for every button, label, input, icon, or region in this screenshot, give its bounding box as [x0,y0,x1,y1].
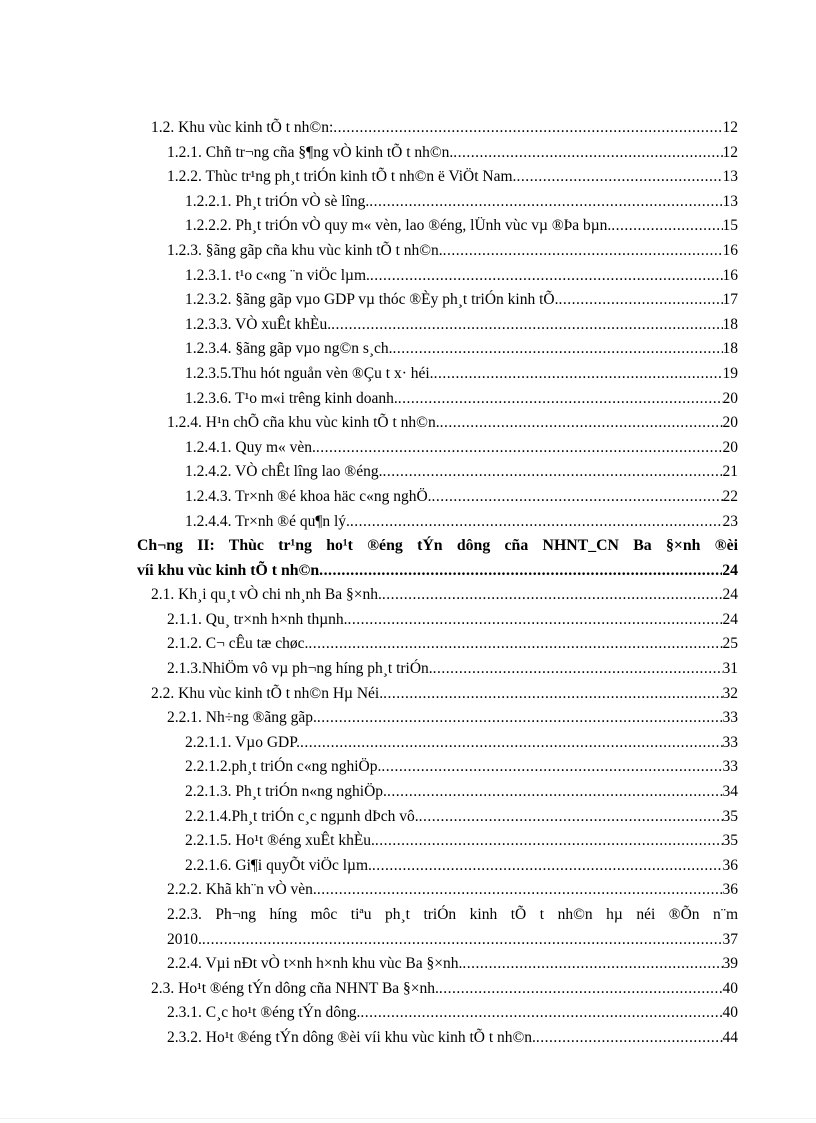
toc-page-number: 23 [722,512,738,530]
toc-entry [137,510,738,535]
toc-page-number: 16 [722,241,738,259]
toc-entry-title: 2.3. Ho¹t ®éng tÝn dông cña NHNT Ba §×nh. [151,979,439,997]
toc-entry [137,460,738,485]
toc-leader [462,952,722,977]
toc-entry [137,337,738,362]
toc-entry [137,116,738,141]
toc-leader [398,387,723,412]
toc-leader [433,657,723,682]
toc-entry-wrapped: 2.2.3. Ph¬ng híng môc tiªu ph¸t triÓn kinh tÕ t nh©n hµ néi ®Õn n¨m [167,906,738,923]
chapter-heading-continued [137,559,738,584]
toc-entry-title: 1.2. Khu vùc kinh tÕ t nh©n: [151,119,334,136]
toc-entry-title: 1.2.1. Chñ tr¬ng cña §¶ng vÒ kinh tÕ t nh©n. [167,143,454,161]
toc-leader [370,264,723,289]
toc-page-number: 16 [722,266,738,284]
toc-page-number: 31 [722,660,738,678]
toc-leader [440,411,723,436]
toc-page-number: 18 [722,315,738,333]
toc-leader [308,632,722,657]
toc-leader [300,731,722,756]
toc-leader [382,460,722,485]
toc-leader [360,1001,722,1026]
toc-entry [137,411,738,436]
toc-entry [137,387,738,412]
toc-entry [137,854,738,879]
toc-entry-title: 2.2.1.2.ph¸t triÓn c«ng nghiÖp. [185,758,382,776]
toc-entry-title: 2.1. Kh¸i qu¸t vÒ chi nh¸nh Ba §×nh. [151,586,382,604]
toc-entry [137,141,738,166]
toc-page-number: 21 [722,463,738,481]
toc-entry-title: 1.2.3.5.Thu hót nguån vèn ®Çu t x· héi. [185,364,434,382]
toc-leader [316,436,723,461]
toc-entry-title: 2.2. Khu vùc kinh tÕ t nh©n Hµ Néi. [151,684,384,702]
toc-leader [453,141,722,166]
toc-leader [434,362,723,387]
table-of-contents [137,116,738,1051]
toc-leader [387,780,723,805]
toc-entry [137,878,738,903]
toc-entry-title: víi khu vùc kinh tÕ t nh©n [137,561,320,579]
toc-entry [137,1001,738,1026]
toc-entry [137,977,738,1002]
toc-entry-title: 2.1.2. C¬ cÊu tæ chøc. [167,635,309,653]
toc-leader [372,854,723,879]
toc-entry [137,755,738,780]
toc-entry-title: 2.2.1. Nh÷ng ®ãng gãp. [167,709,317,727]
toc-leader [331,313,722,338]
toc-entry-title: 2.2.1.6. Gi¶i quyÕt viÖc lµm. [185,856,372,874]
toc-leader [439,977,723,1002]
toc-page-number: 32 [722,684,738,702]
toc-leader [419,805,723,830]
toc-entry-title: 1.2.2.1. Ph¸t triÓn vÒ sè lîng. [185,192,370,210]
toc-leader [350,510,723,535]
toc-entry-title: 2.2.1.3. Ph¸t triÓn n«ng nghiÖp. [185,783,387,801]
toc-entry [137,165,738,190]
toc-entry-title: 1.2.3.1. t¹o c«ng ¨n viÖc lµm. [185,266,370,284]
toc-entry [137,829,738,854]
toc-entry [137,780,738,805]
toc-leader [393,337,723,362]
chapter-heading: Ch¬ng II: Thùc tr¹ng ho¹t ®éng tÝn dông cña NHNT_CN Ba §×nh ®èi [137,537,738,555]
toc-entry [137,1026,738,1051]
toc-entry [137,682,738,707]
toc-leader [369,190,722,215]
toc-page-number: 34 [722,783,738,801]
toc-entry-title: 2.2.4. Vµi nÐt vÒ t×nh h×nh khu vùc Ba §×nh. [167,955,463,973]
toc-page-number: 22 [722,487,738,505]
toc-leader [375,829,723,854]
toc-page-number: 12 [722,119,738,136]
toc-leader [348,608,723,633]
toc-leader [432,485,723,510]
toc-page-number: 39 [722,955,738,973]
toc-leader [381,755,722,780]
toc-entry [137,214,738,239]
toc-entry-title: 1.2.3.3. VÒ xuÊt khÈu. [185,315,332,333]
toc-entry-title: 2.2.1.4.Ph¸t triÓn c¸c ngµnh dÞch vô. [185,807,419,825]
toc-entry [137,288,738,313]
toc-leader [383,682,722,707]
toc-page-number: 37 [722,930,738,948]
toc-entry [137,632,738,657]
toc-page-number: 33 [722,709,738,727]
toc-page-number: 20 [722,414,738,432]
toc-entry-title: 2.1.3.NhiÖm vô vµ ph¬ng híng ph¸t triÓn. [167,660,433,678]
toc-leader [317,878,723,903]
toc-entry-title: 1.2.2. Thùc tr¹ng ph¸t triÓn kinh tÕ t nh©n ë ViÖt Nam. [167,168,517,186]
toc-page-number: 40 [722,979,738,997]
toc-entry-title: 2.2.1.5. Ho¹t ®éng xuÊt khÈu. [185,832,375,850]
toc-page-number: 24 [722,561,738,579]
toc-entry [137,264,738,289]
toc-page-number: 20 [722,438,738,456]
toc-page-number: 17 [722,291,738,309]
toc-page-number: 19 [722,364,738,382]
toc-page-number: 15 [722,217,738,235]
toc-page-number: 25 [722,635,738,653]
toc-leader [558,288,722,313]
toc-entry [137,805,738,830]
toc-page-number: 20 [722,389,738,407]
toc-page-number: 40 [722,1004,738,1022]
toc-page-number: 13 [722,192,738,210]
toc-leader [317,706,723,731]
toc-entry [137,731,738,756]
toc-page-number: 35 [722,832,738,850]
toc-entry [137,362,738,387]
toc-leader [202,928,723,953]
toc-entry-title: 2.3.2. Ho¹t ®éng tÝn dông ®èi víi khu vùc kinh tÕ t nh©n. [167,1028,536,1046]
toc-entry [137,583,738,608]
toc-page-number: 33 [722,733,738,751]
toc-entry-title: 1.2.3.4. §ãng gãp vµo ng©n s¸ch. [185,340,393,358]
toc-leader [443,239,723,264]
toc-entry [137,436,738,461]
toc-leader [319,559,722,584]
toc-entry [137,657,738,682]
toc-entry-title: 2.2.1.1. Vµo GDP. [185,733,301,751]
toc-entry [137,239,738,264]
toc-leader [333,116,722,141]
toc-page-number: 24 [722,610,738,628]
toc-entry-title: 2.1.1. Qu¸ tr×nh h×nh thµnh. [167,610,348,628]
toc-entry-title: 1.2.3.2. §ãng gãp vµo GDP vµ thóc ®Èy ph¸t triÓn kinh tÕ. [185,291,559,309]
toc-entry [137,485,738,510]
toc-leader [611,214,722,239]
toc-entry-title: 2.3.1. C¸c ho¹t ®éng tÝn dông. [167,1004,361,1022]
toc-page-number: 13 [722,168,738,186]
toc-entry-title: 1.2.4.3. Tr×nh ®é khoa häc c«ng nghÖ. [185,487,432,505]
toc-page-number: 36 [722,881,738,899]
toc-entry [137,952,738,977]
toc-entry [137,313,738,338]
page-bottom-divider [0,1118,816,1119]
toc-entry-title: 2.2.2. Khã kh¨n vÒ vèn. [167,881,317,899]
toc-page-number: 33 [722,758,738,776]
toc-page-number: 36 [722,856,738,874]
toc-entry-title: 1.2.4.2. VÒ chÊt lîng lao ®éng. [185,463,383,481]
toc-page-number: 35 [722,807,738,825]
toc-entry-title: 1.2.4.4. Tr×nh ®é qu¶n lý. [185,512,350,530]
toc-entry-title: 1.2.4. H¹n chÕ cña khu vùc kinh tÕ t nh©n. [167,414,440,432]
toc-entry-continued [137,928,738,953]
toc-page-number: 44 [722,1028,738,1046]
toc-entry-title: 1.2.3.6. T¹o m«i trêng kinh doanh. [185,389,398,407]
toc-entry [137,608,738,633]
toc-leader [382,583,723,608]
toc-leader [516,165,722,190]
toc-entry-title: 2010. [167,930,202,948]
toc-page-number: 24 [722,586,738,604]
toc-entry-title: 1.2.3. §ãng gãp cña khu vùc kinh tÕ t nh©n. [167,241,443,259]
toc-entry-title: 1.2.2.2. Ph¸t triÓn vÒ quy m« vèn, lao ®éng, lÜnh vùc vµ ®Þa bµn. [185,217,612,235]
toc-entry-title: 1.2.4.1. Quy m« vèn. [185,438,316,456]
toc-leader [536,1026,723,1051]
toc-entry [137,190,738,215]
toc-page-number: 18 [722,340,738,358]
toc-entry [137,706,738,731]
toc-page-number: 12 [722,143,738,161]
